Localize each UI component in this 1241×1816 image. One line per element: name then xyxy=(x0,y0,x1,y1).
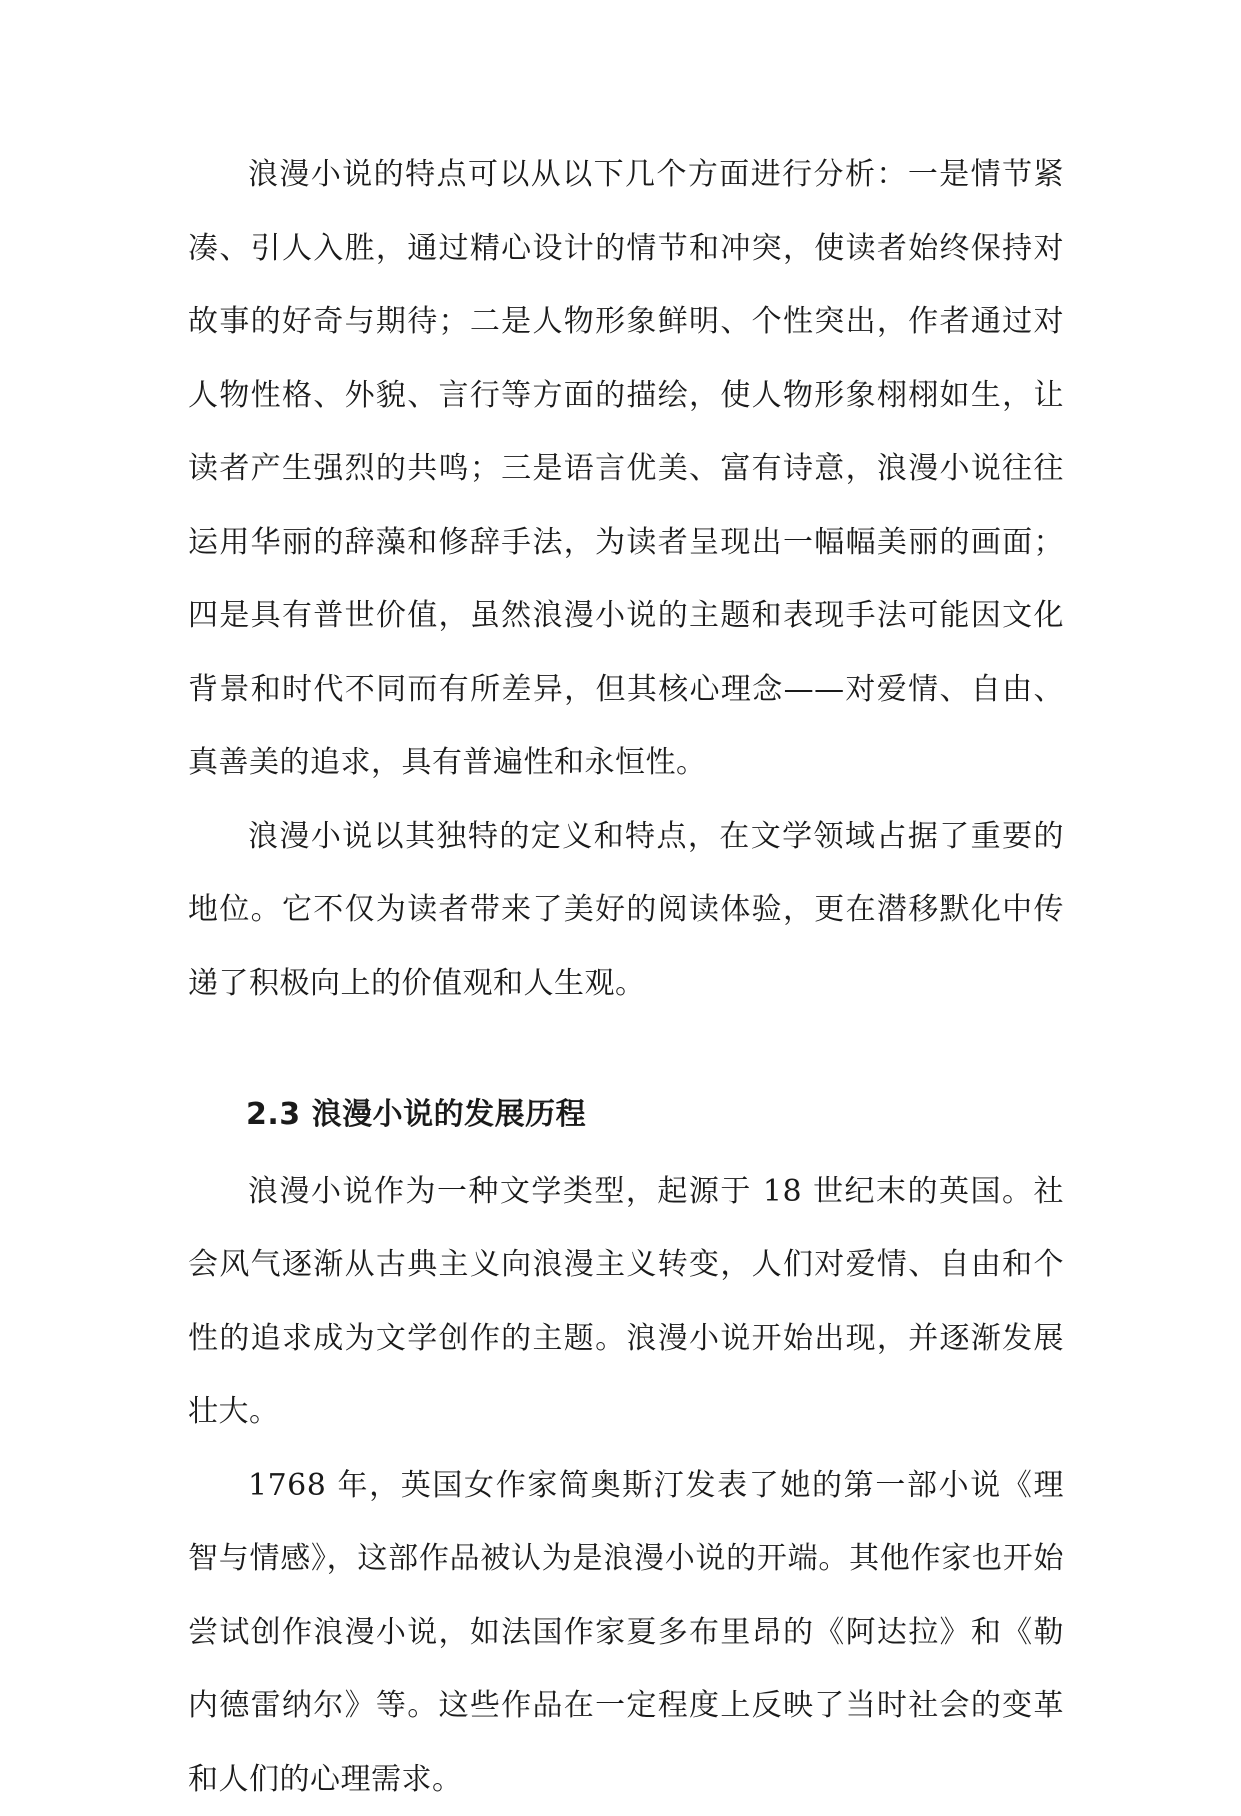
paragraph-romance-features: 浪漫小说的特点可以从以下几个方面进行分析：一是情节紧凑、引人入胜，通过精心设计的情节和冲突，使读者始终保持对故事的好奇与期待；二是人物形象鲜明、个性突出，作者通过对人物性格、外貌、言行等方面的描绘，使人物形象栩栩如生，让读者产生强烈的共鸣；三是语言优美、富有诗意，浪漫小说往往运用华丽的辞藻和修辞手法，为读者呈现出一幅幅美丽的画面；四是具有普世价值，虽然浪漫小说的主题和表现手法可能因文化背景和时代不同而有所差异，但其核心理念——对爱情、自由、真善美的追求，具有普遍性和永恒性。 xyxy=(188,138,1064,800)
paragraph-romance-status: 浪漫小说以其独特的定义和特点，在文学领域占据了重要的地位。它不仅为读者带来了美好的阅读体验，更在潜移默化中传递了积极向上的价值观和人生观。 xyxy=(188,800,1064,1021)
document-body xyxy=(188,138,1064,1816)
paragraph-romance-origin: 浪漫小说作为一种文学类型，起源于 18 世纪末的英国。社会风气逐渐从古典主义向浪漫主义转变，人们对爱情、自由和个性的追求成为文学创作的主题。浪漫小说开始出现，并逐渐发展壮大。 xyxy=(188,1155,1064,1449)
section-heading: 2.3 浪漫小说的发展历程 xyxy=(188,1078,1064,1152)
paragraph-austen: 1768 年，英国女作家简奥斯汀发表了她的第一部小说《理智与情感》，这部作品被认为是浪漫小说的开端。其他作家也开始尝试创作浪漫小说，如法国作家夏多布里昂的《阿达拉》和《勒内德雷纳尔》等。这些作品在一定程度上反映了当时社会的变革和人们的心理需求。 xyxy=(188,1449,1064,1816)
